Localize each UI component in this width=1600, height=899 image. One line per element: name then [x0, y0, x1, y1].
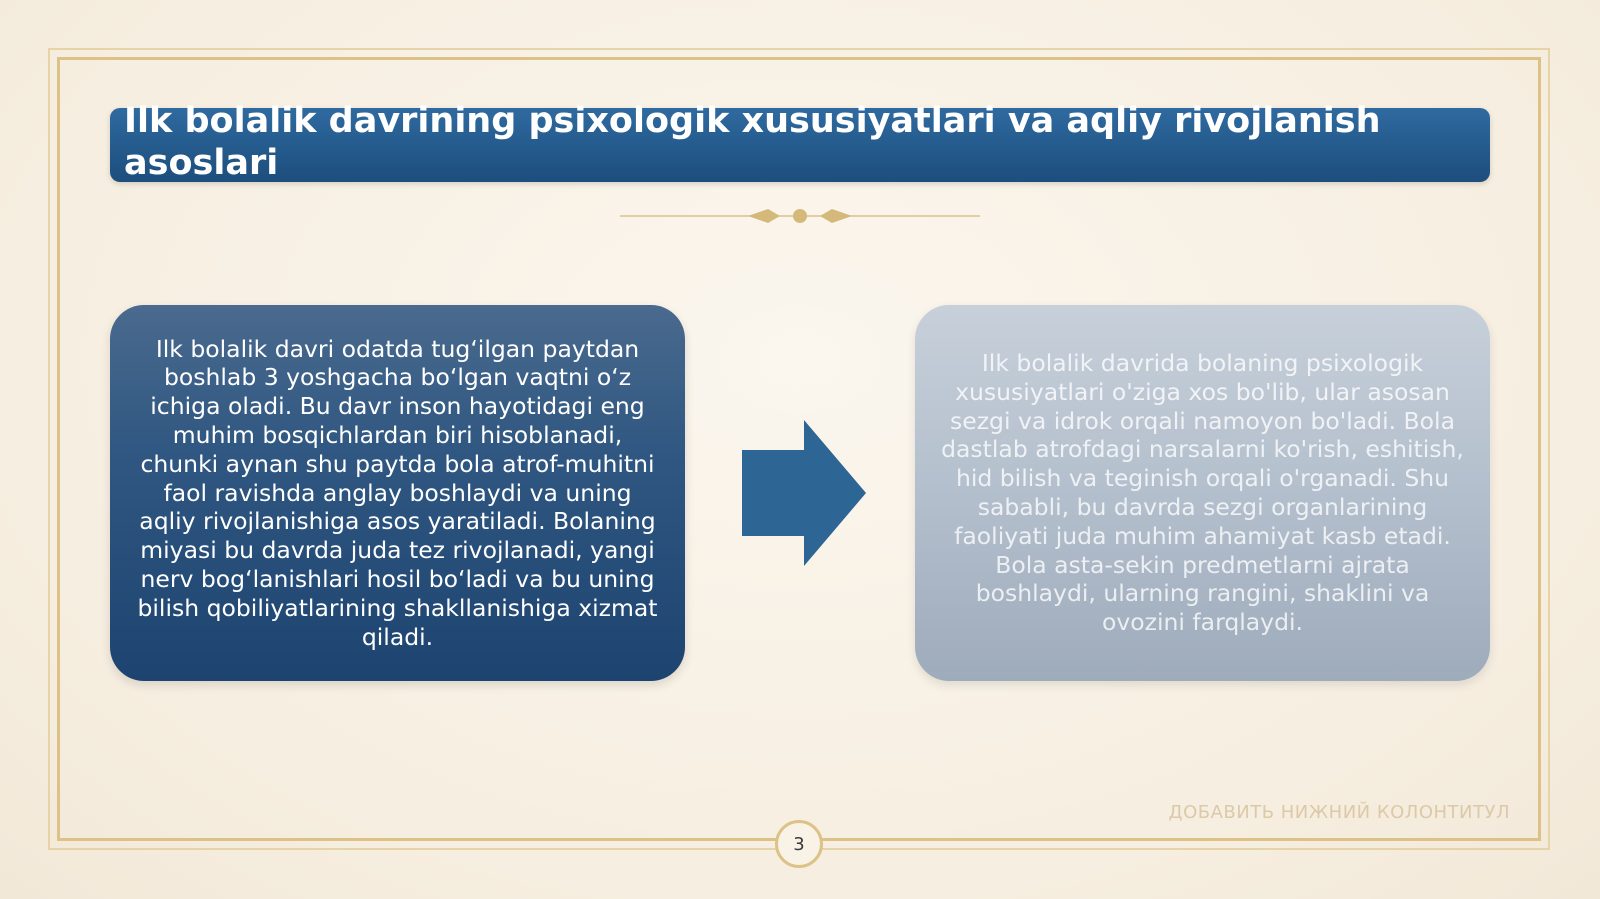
right-text: Ilk bolalik davrida bolaning psixologik xususiyatlari o'ziga xos bo'lib, ular asosan sezgi va idrok orqali namoyon bo'ladi. Bola dastlab atrofdagi narsalarni ko'rish, eshitish, hid bilish va teginish orqali o'rganadi. Shu sababli, bu davrda sezgi organlarining faoliyati juda muhim ahamiyat kasb etadi. Bola asta-sekin predmetlarni ajrata boshlaydi, ularning rangini, shaklini va ovozini farqlaydi.: [941, 349, 1464, 637]
page-number: 3: [793, 833, 805, 855]
left-text-box[interactable]: [110, 305, 685, 681]
right-arrow-icon[interactable]: [742, 420, 866, 566]
divider-ornament-icon: [620, 204, 980, 228]
left-text: Ilk bolalik davri odatda tug‘ilgan paytdan boshlab 3 yoshgacha bo‘lgan vaqtni o‘z ichiga oladi. Bu davr inson hayotidagi eng muhim bosqichlardan biri hisoblanadi, chunki aynan shu paytda bola atrof-muhitni faol ravishda anglay boshlaydi va uning aqliy rivojlanishiga asos yaratiladi. Bolaning miyasi bu davrda juda tez rivojlanadi, yangi nerv bog‘lanishlari hosil bo‘ladi va bu uning bilish qobiliyatlarining shakllanishiga xizmat qiladi.: [137, 334, 658, 651]
right-text-box[interactable]: [915, 305, 1490, 681]
page-number-badge: [775, 820, 823, 868]
footer-placeholder[interactable]: ДОБАВИТЬ НИЖНИЙ КОЛОНТИТУЛ: [1168, 802, 1510, 823]
slide-title[interactable]: Ilk bolalik davrining psixologik xususiyatlari va aqliy rivojlanish asoslari: [124, 101, 1381, 183]
